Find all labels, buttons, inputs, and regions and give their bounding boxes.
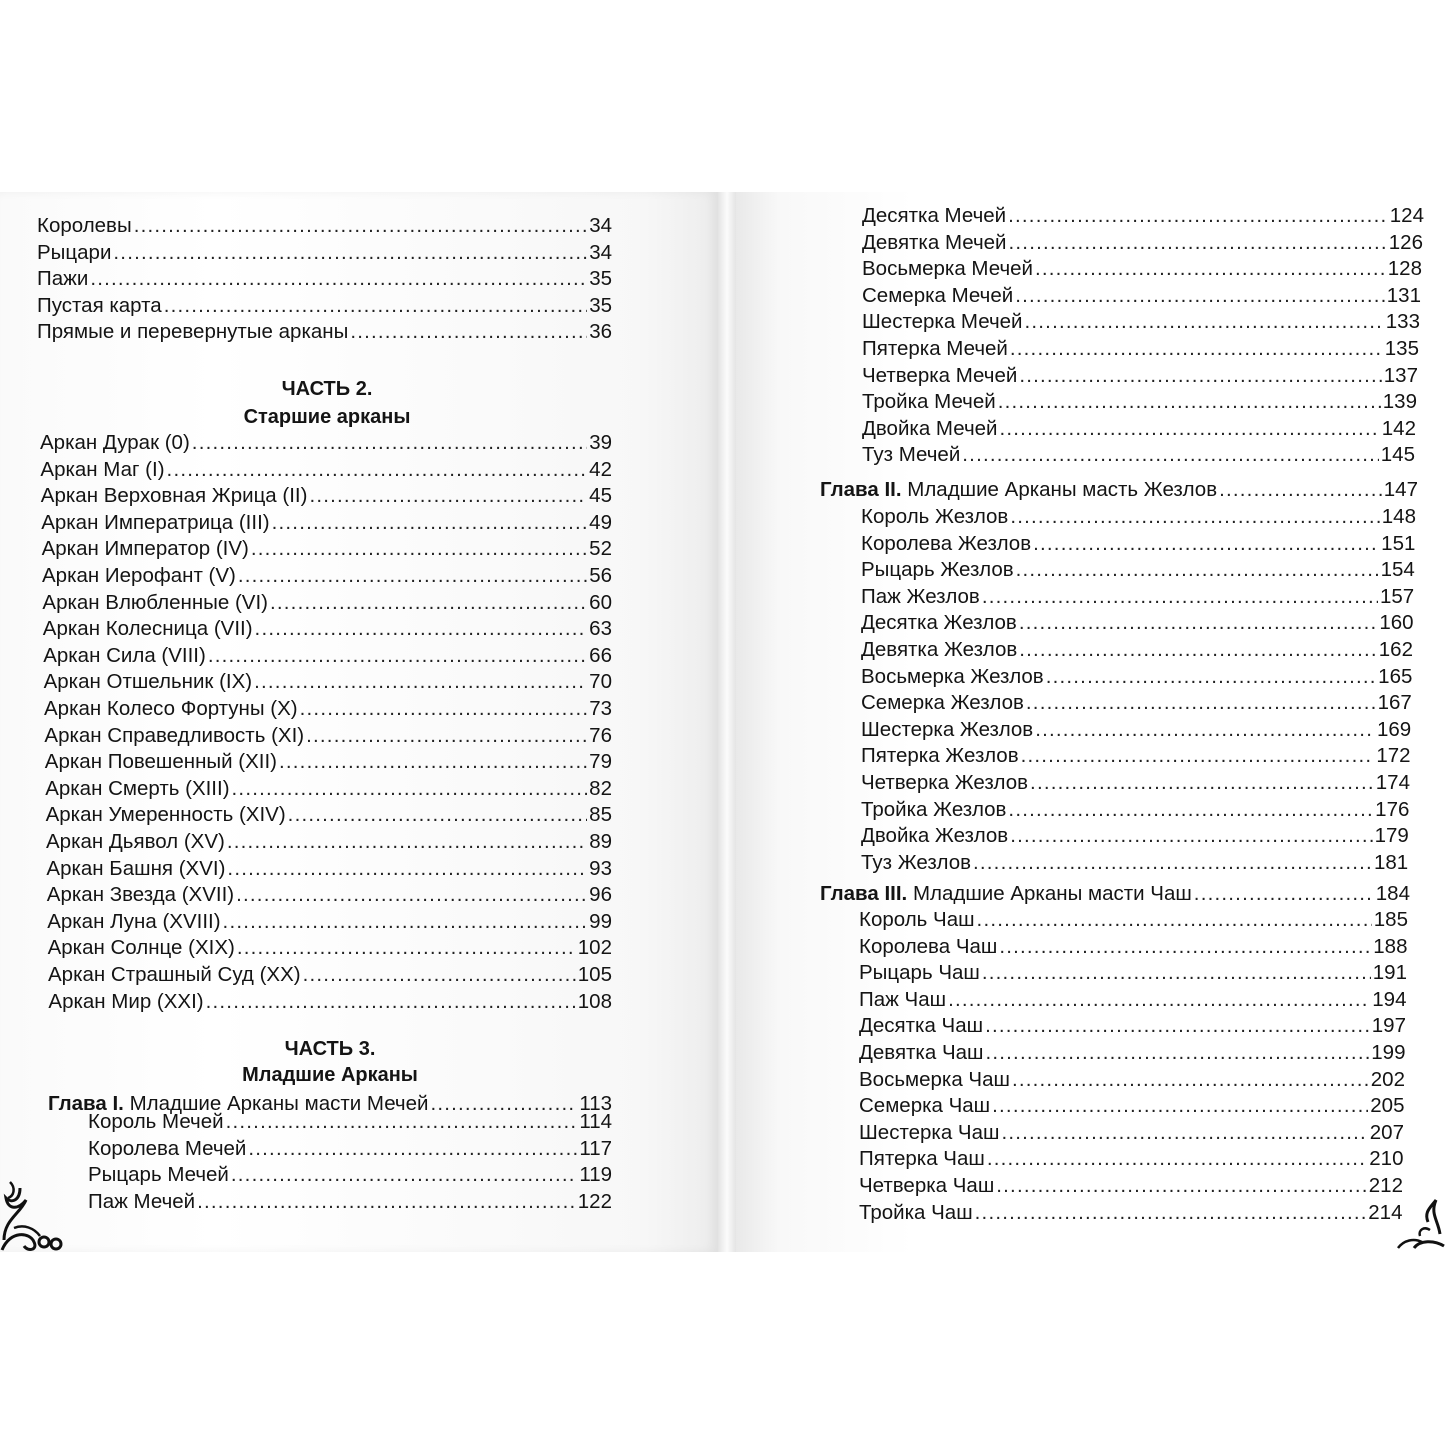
- toc-entry: [862, 388, 1417, 415]
- toc-entry: [45, 748, 612, 775]
- part3-subheading: Младшие Арканы: [242, 1064, 418, 1086]
- dot-leader: [208, 642, 587, 669]
- toc-entry-title: Пустая карта: [37, 293, 162, 317]
- toc-page-number: 96: [589, 883, 612, 907]
- dot-leader: [309, 482, 587, 509]
- toc-page-number: 137: [1383, 363, 1418, 387]
- toc-entry: [40, 456, 612, 483]
- chapter-title: Младшие Арканы масти Мечей: [129, 1092, 429, 1115]
- toc-page-number: 210: [1369, 1147, 1404, 1171]
- toc-entry-title: Аркан Иерофант (V): [42, 564, 236, 587]
- toc-entry-title: Аркан Императрица (III): [41, 510, 270, 534]
- toc-entry-title: Шестерка Жезлов: [861, 717, 1034, 741]
- toc-entry-title: Пятерка Чаш: [859, 1147, 985, 1171]
- toc-entry: [43, 642, 612, 669]
- toc-entry: [859, 1039, 1406, 1066]
- toc-entry-title: Тройка Чаш: [859, 1200, 973, 1224]
- toc-page-number: 36: [589, 320, 612, 344]
- toc-page-number: 117: [579, 1136, 612, 1160]
- toc-entry: [45, 775, 612, 802]
- toc-page-number: 73: [589, 697, 612, 720]
- toc-entry-title: [820, 476, 1217, 503]
- dot-leader: [1016, 556, 1379, 583]
- toc-entry: [862, 229, 1423, 256]
- dot-leader: [999, 415, 1379, 442]
- toc-entry-title: Девятка Мечей: [862, 230, 1007, 254]
- dot-leader: [999, 933, 1371, 960]
- toc-entry: [862, 308, 1420, 335]
- toc-page-number: 35: [589, 267, 612, 291]
- toc-entry-title: Восьмерка Жезлов: [861, 664, 1044, 688]
- toc-entry-title: Пажи: [37, 267, 89, 291]
- chapter-title: Младшие Арканы масти Чаш: [912, 882, 1192, 905]
- toc-entry: [42, 562, 612, 589]
- toc-entry-title: Аркан Император (IV): [41, 537, 249, 561]
- toc-page-number: 172: [1376, 744, 1411, 768]
- toc-entry: [861, 556, 1415, 583]
- dot-leader: [1009, 229, 1387, 256]
- toc-entry: [47, 881, 612, 908]
- toc-entry: [44, 695, 612, 722]
- dot-leader: [1030, 769, 1374, 796]
- dot-leader: [90, 265, 587, 292]
- dot-leader: [113, 239, 587, 266]
- dot-leader: [237, 934, 576, 961]
- toc-page-number: 214: [1368, 1200, 1403, 1224]
- toc-entry-title: Двойка Жезлов: [861, 824, 1009, 848]
- toc-entry: [862, 202, 1424, 229]
- dot-leader: [1001, 1119, 1367, 1146]
- toc-page-number: 52: [589, 537, 612, 561]
- toc-entry: [46, 828, 612, 855]
- toc-page-number: 148: [1381, 505, 1416, 528]
- part2-subheading: Старшие арканы: [243, 406, 411, 428]
- toc-entry-title: Паж Мечей: [88, 1189, 196, 1213]
- toc-entry-title: Аркан Справедливость (XI): [44, 723, 305, 747]
- toc-page-number: 70: [589, 670, 612, 694]
- toc-page-number: 45: [589, 484, 612, 508]
- toc-entry-title: Рыцарь Мечей: [88, 1163, 229, 1187]
- toc-entry: [42, 589, 612, 616]
- toc-entry-title: Восьмерка Мечей: [862, 257, 1033, 281]
- dot-leader: [1019, 362, 1381, 389]
- toc-entry: [862, 335, 1419, 362]
- dot-leader: [192, 429, 587, 456]
- toc-entry-title: Аркан Мир (XXI): [48, 989, 204, 1013]
- toc-entry: [88, 1135, 612, 1162]
- dot-leader: [948, 986, 1370, 1013]
- chapter-label: Глава I.: [48, 1092, 124, 1115]
- toc-page-number: 157: [1379, 584, 1415, 608]
- toc-chapter-entry: [820, 880, 1410, 907]
- dot-leader: [1026, 689, 1376, 716]
- toc-entry-title: [820, 880, 1192, 907]
- dot-leader: [288, 801, 588, 828]
- toc-entry: [44, 668, 612, 695]
- toc-entry-title: Рыцарь Чаш: [859, 961, 980, 985]
- toc-entry: [862, 255, 1422, 282]
- dot-leader: [987, 1145, 1367, 1172]
- book-gutter: [718, 192, 736, 1252]
- toc-page-number: 147: [1383, 478, 1418, 501]
- chapter-label: Глава II.: [820, 478, 902, 501]
- chapter-label: Глава III.: [820, 882, 908, 905]
- toc-entry: [48, 961, 612, 988]
- toc-entry: [37, 292, 612, 319]
- dot-leader: [977, 906, 1372, 933]
- dot-leader: [1010, 822, 1372, 849]
- dot-leader: [251, 535, 587, 562]
- dot-leader: [255, 615, 588, 642]
- toc-entry: [41, 482, 612, 509]
- dot-leader: [272, 509, 588, 536]
- toc-page-number: 102: [577, 936, 612, 960]
- toc-page-number: 139: [1382, 390, 1417, 414]
- toc-page-number: 63: [589, 617, 612, 641]
- toc-entry: [88, 1108, 612, 1135]
- toc-entry-title: Четверка Жезлов: [861, 771, 1029, 794]
- toc-page-number: 191: [1372, 961, 1407, 985]
- toc-page-number: 197: [1371, 1014, 1406, 1038]
- dot-leader: [962, 441, 1379, 468]
- toc-page-number: 85: [589, 803, 612, 827]
- dot-leader: [350, 318, 587, 345]
- dot-leader: [992, 1092, 1368, 1119]
- toc-entry-title: Королева Чаш: [859, 934, 998, 958]
- chapter-title: Младшие Арканы масть Жезлов: [907, 478, 1218, 501]
- dot-leader: [227, 855, 587, 882]
- dot-leader: [197, 1188, 576, 1215]
- toc-entry: [859, 1199, 1403, 1226]
- toc-entry: [862, 282, 1421, 309]
- toc-entry-title: Десятка Мечей: [862, 204, 1007, 227]
- dot-leader: [303, 961, 576, 988]
- toc-entry: [41, 509, 612, 536]
- dot-leader: [996, 1172, 1367, 1199]
- toc-page-number: 56: [589, 564, 612, 587]
- toc-page-number: 82: [589, 776, 612, 800]
- toc-entry-title: Король Мечей: [88, 1110, 224, 1133]
- toc-page-number: 165: [1378, 664, 1413, 688]
- toc-entry-title: Десятка Чаш: [859, 1014, 984, 1038]
- toc-entry-title: Четверка Мечей: [862, 363, 1018, 387]
- floral-ornament-left-icon: [0, 1170, 70, 1252]
- toc-page-number: 114: [579, 1110, 612, 1133]
- toc-page-number: 119: [579, 1163, 612, 1187]
- toc-page-number: 145: [1380, 443, 1415, 467]
- dot-leader: [982, 583, 1378, 610]
- floral-ornament-right-icon: [1390, 1190, 1445, 1252]
- toc-page-number: 212: [1368, 1174, 1403, 1197]
- toc-entry: [861, 530, 1415, 557]
- toc-entry: [859, 933, 1408, 960]
- toc-entry: [861, 503, 1416, 530]
- part2-heading: ЧАСТЬ 2.: [281, 378, 373, 400]
- toc-entry-title: Аркан Верховная Жрица (II): [40, 484, 308, 508]
- dot-leader: [1035, 716, 1375, 743]
- toc-entry-title: Рыцари: [37, 240, 112, 264]
- toc-entry-title: Паж Чаш: [859, 987, 947, 1011]
- dot-leader: [164, 292, 587, 319]
- toc-page-number: 105: [577, 963, 612, 986]
- toc-page-number: 151: [1381, 531, 1416, 555]
- toc-page-number: 34: [589, 240, 612, 264]
- toc-entry: [859, 1172, 1403, 1199]
- toc-entry: [861, 636, 1413, 663]
- dot-leader: [1024, 308, 1383, 335]
- toc-entry: [46, 855, 612, 882]
- toc-page-number: 202: [1370, 1067, 1405, 1091]
- toc-entry: [859, 1092, 1405, 1119]
- toc-entry-title: Король Чаш: [859, 908, 975, 931]
- toc-page-number: 99: [589, 909, 612, 933]
- toc-page-number: 49: [589, 510, 612, 534]
- toc-entry-title: Аркан Колесница (VII): [42, 617, 253, 641]
- toc-page-number: 122: [577, 1189, 612, 1213]
- toc-entry-title: Туз Жезлов: [861, 850, 971, 874]
- toc-entry: [859, 906, 1408, 933]
- toc-entry-title: Девятка Чаш: [859, 1041, 984, 1064]
- toc-page-number: 199: [1371, 1041, 1406, 1064]
- toc-entry: [862, 362, 1418, 389]
- toc-page-number: 176: [1375, 797, 1410, 821]
- dot-leader: [985, 1039, 1369, 1066]
- toc-entry-title: Шестерка Чаш: [859, 1120, 1000, 1144]
- dot-leader: [1033, 530, 1379, 557]
- dot-leader: [167, 456, 588, 483]
- toc-entry: [861, 663, 1412, 690]
- toc-page-number: 133: [1385, 310, 1420, 334]
- dot-leader: [206, 988, 576, 1015]
- dot-leader: [236, 881, 587, 908]
- toc-page-number: 174: [1375, 771, 1410, 794]
- toc-page-number: 181: [1373, 850, 1409, 874]
- toc-page-number: 205: [1370, 1094, 1405, 1118]
- toc-entry: [40, 429, 612, 456]
- toc-entry-title: Аркан Сила (VIII): [43, 643, 206, 667]
- toc-page-number: 126: [1388, 230, 1423, 254]
- toc-entry-title: Аркан Дурак (0): [40, 431, 190, 454]
- toc-page-number: 79: [589, 750, 612, 774]
- toc-entry-title: Аркан Влюбленные (VI): [42, 590, 268, 614]
- toc-entry-title: Королева Мечей: [88, 1136, 247, 1160]
- toc-entry: [37, 212, 612, 239]
- dot-leader: [223, 908, 588, 935]
- toc-entry-title: Аркан Колесо Фортуны (X): [44, 697, 298, 720]
- toc-entry-title: Королева Жезлов: [861, 531, 1032, 555]
- dot-leader: [973, 849, 1372, 876]
- dot-leader: [1015, 282, 1385, 309]
- toc-entry: [46, 801, 612, 828]
- toc-entry-title: Тройка Жезлов: [861, 797, 1007, 821]
- dot-leader: [226, 1108, 578, 1135]
- toc-entry-title: Семерка Чаш: [859, 1094, 991, 1118]
- toc-page-number: 179: [1374, 824, 1409, 848]
- dot-leader: [975, 1199, 1367, 1226]
- dot-leader: [227, 828, 587, 855]
- dot-leader: [1019, 636, 1377, 663]
- toc-page-number: 124: [1389, 204, 1424, 227]
- dot-leader: [1008, 202, 1388, 229]
- toc-entry: [48, 988, 612, 1015]
- toc-page-number: 34: [589, 214, 612, 237]
- toc-entry: [859, 1012, 1406, 1039]
- dot-leader: [134, 212, 588, 239]
- toc-page-number: 142: [1381, 416, 1416, 440]
- toc-entry-title: Аркан Дьявол (XV): [46, 830, 225, 853]
- toc-page-number: 185: [1373, 908, 1408, 931]
- dot-leader: [1035, 255, 1386, 282]
- toc-entry: [859, 1145, 1404, 1172]
- toc-entry: [859, 959, 1407, 986]
- toc-entry: [861, 849, 1408, 876]
- toc-entry-title: Тройка Мечей: [862, 390, 996, 414]
- toc-entry: [861, 583, 1414, 610]
- toc-entry: [47, 908, 612, 935]
- toc-entry-title: Пятерка Мечей: [862, 337, 1008, 360]
- toc-entry-title: Рыцарь Жезлов: [861, 558, 1014, 582]
- toc-entry: [861, 716, 1411, 743]
- toc-entry: [43, 615, 612, 642]
- toc-page-number: 60: [589, 590, 612, 614]
- toc-page-number: 184: [1375, 882, 1410, 905]
- toc-entry: [861, 689, 1412, 716]
- dot-leader: [1019, 609, 1378, 636]
- dot-leader: [998, 388, 1381, 415]
- toc-entry-title: Восьмерка Чаш: [859, 1067, 1010, 1091]
- toc-entry-title: Паж Жезлов: [861, 584, 980, 608]
- toc-page-number: 113: [579, 1092, 612, 1115]
- toc-page-number: 93: [589, 856, 612, 880]
- toc-entry-title: Туз Мечей: [862, 443, 961, 467]
- toc-entry: [88, 1161, 612, 1188]
- toc-entry: [44, 722, 612, 749]
- toc-page-number: 42: [589, 457, 612, 481]
- toc-entry-title: Аркан Маг (I): [40, 457, 165, 481]
- toc-entry: [42, 535, 612, 562]
- dot-leader: [985, 1012, 1370, 1039]
- dot-leader: [248, 1135, 577, 1162]
- toc-page-number: 154: [1380, 558, 1415, 582]
- toc-entry-title: Аркан Страшный Суд (XX): [48, 963, 301, 986]
- toc-page-number: 128: [1387, 257, 1422, 281]
- toc-entry: [37, 239, 612, 266]
- toc-entry-title: Четверка Чаш: [859, 1174, 995, 1197]
- toc-entry-title: Аркан Повешенный (XII): [44, 750, 277, 774]
- toc-entry-title: Девятка Жезлов: [861, 638, 1018, 661]
- toc-entry-title: Аркан Звезда (XVII): [46, 883, 235, 907]
- toc-entry: [37, 265, 612, 292]
- toc-page-number: 131: [1386, 283, 1421, 307]
- toc-entry-title: Десятка Жезлов: [861, 611, 1017, 635]
- toc-entry-title: Аркан Отшельник (IX): [43, 670, 253, 694]
- part3-heading: ЧАСТЬ 3.: [284, 1038, 376, 1060]
- toc-entry: [88, 1188, 612, 1215]
- toc-entry: [862, 441, 1415, 468]
- dot-leader: [1046, 663, 1376, 690]
- dot-leader: [306, 722, 587, 749]
- toc-entry: [862, 415, 1416, 442]
- dot-leader: [1010, 503, 1379, 530]
- toc-page-number: 39: [589, 431, 612, 454]
- dot-leader: [1008, 796, 1373, 823]
- toc-entry-title: Двойка Мечей: [862, 416, 998, 440]
- toc-page-number: 162: [1378, 638, 1413, 661]
- toc-entry-title: Аркан Башня (XVI): [46, 856, 226, 880]
- toc-entry-title: Аркан Луна (XVIII): [47, 909, 221, 933]
- toc-page-number: 135: [1384, 337, 1419, 360]
- toc-entry-title: Семерка Мечей: [862, 283, 1014, 307]
- toc-page-number: 35: [589, 293, 612, 317]
- toc-page-number: 169: [1376, 717, 1412, 741]
- dot-leader: [238, 562, 587, 589]
- toc-entry-title: Прямые и перевернутые арканы: [37, 320, 349, 344]
- toc-entry: [48, 934, 612, 961]
- dot-leader: [1010, 335, 1383, 362]
- toc-entry-title: Королевы: [37, 214, 132, 237]
- toc-entry-title: Пятерка Жезлов: [861, 744, 1019, 768]
- dot-leader: [254, 668, 587, 695]
- toc-entry-title: Аркан Умеренность (XIV): [45, 803, 286, 827]
- toc-entry-title: Аркан Смерть (XIII): [45, 776, 230, 800]
- toc-page-number: 167: [1377, 691, 1412, 715]
- toc-page-number: 188: [1373, 934, 1408, 958]
- toc-page-number: 160: [1379, 611, 1414, 635]
- toc-page-number: 89: [589, 830, 612, 853]
- toc-entry: [861, 822, 1409, 849]
- dot-leader: [1021, 742, 1375, 769]
- toc-entry: [859, 986, 1407, 1013]
- toc-page-number: 66: [589, 643, 612, 667]
- toc-chapter-entry: [820, 476, 1418, 503]
- dot-leader: [1194, 880, 1374, 907]
- dot-leader: [232, 775, 588, 802]
- toc-entry: [859, 1066, 1405, 1093]
- dot-leader: [1219, 476, 1382, 503]
- toc-entry: [859, 1119, 1404, 1146]
- toc-entry: [861, 609, 1414, 636]
- toc-page-number: 76: [589, 723, 612, 747]
- dot-leader: [982, 959, 1371, 986]
- dot-leader: [231, 1161, 577, 1188]
- toc-entry: [861, 769, 1410, 796]
- toc-page-number: 194: [1372, 987, 1407, 1011]
- dot-leader: [1012, 1066, 1369, 1093]
- dot-leader: [279, 748, 587, 775]
- toc-page-number: 108: [577, 989, 612, 1013]
- toc-entry-title: Семерка Жезлов: [861, 691, 1024, 715]
- toc-entry: [861, 742, 1411, 769]
- toc-entry: [861, 796, 1409, 823]
- toc-entry: [37, 318, 612, 345]
- toc-entry-title: Шестерка Мечей: [862, 310, 1023, 334]
- toc-entry-title: Аркан Солнце (XIX): [47, 936, 235, 960]
- dot-leader: [300, 695, 588, 722]
- toc-entry-title: Король Жезлов: [861, 505, 1009, 528]
- dot-leader: [270, 589, 587, 616]
- toc-page-number: 207: [1369, 1120, 1404, 1144]
